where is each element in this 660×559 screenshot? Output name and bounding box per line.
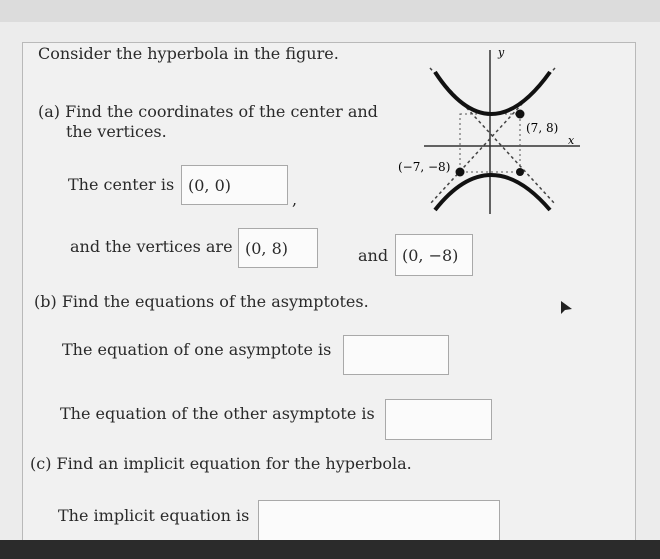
vertices-prompt: and the vertices are [70, 237, 233, 256]
upper-branch [435, 72, 550, 114]
vertex2-input[interactable] [395, 234, 473, 276]
part-b-text: Find the equations of the asymptotes. [61, 292, 369, 311]
vertex1-value: (0, 8) [245, 238, 289, 258]
part-c-text: Find an implicit equation for the hyperbola. [56, 454, 412, 473]
part-a-heading [38, 102, 378, 121]
intro-text: Consider the hyperbola in the figure. [38, 44, 339, 63]
comma-text: , [292, 190, 298, 209]
part-a-label: (a) [38, 102, 61, 121]
center-input[interactable] [181, 165, 288, 205]
asymptote2-prompt: The equation of the other asymptote is [60, 404, 375, 423]
asymptote1-input[interactable] [343, 335, 449, 375]
asymptote2-input[interactable] [385, 399, 492, 440]
center-value: (0, 0) [188, 175, 232, 195]
part-c-label: (c) [30, 454, 52, 473]
page [0, 22, 660, 559]
point-upper-label: (7, 8) [526, 121, 559, 135]
part-c-heading [30, 454, 412, 473]
implicit-input[interactable] [258, 500, 500, 542]
y-axis-label: y [498, 46, 505, 59]
part-a-line2: the vertices. [66, 122, 167, 141]
part-b-heading [34, 292, 369, 311]
point-lower-label: (−7, −8) [398, 160, 451, 174]
center-prompt: The center is [68, 175, 175, 194]
part-b-label: (b) [34, 292, 57, 311]
point-upper [516, 110, 525, 119]
hyperbola-figure [390, 44, 590, 224]
mouse-cursor-icon [560, 300, 574, 316]
vertex1-input[interactable] [238, 228, 318, 268]
x-axis-label: x [568, 134, 575, 147]
asymptote1-prompt: The equation of one asymptote is [62, 340, 332, 359]
bottom-bar [0, 540, 660, 559]
implicit-prompt: The implicit equation is [58, 506, 250, 525]
part-a-line1: Find the coordinates of the center and [65, 102, 378, 121]
and-text: and [358, 246, 389, 265]
vertex2-value: (0, −8) [402, 245, 459, 265]
point-corner [516, 168, 524, 176]
point-lower [456, 168, 465, 177]
